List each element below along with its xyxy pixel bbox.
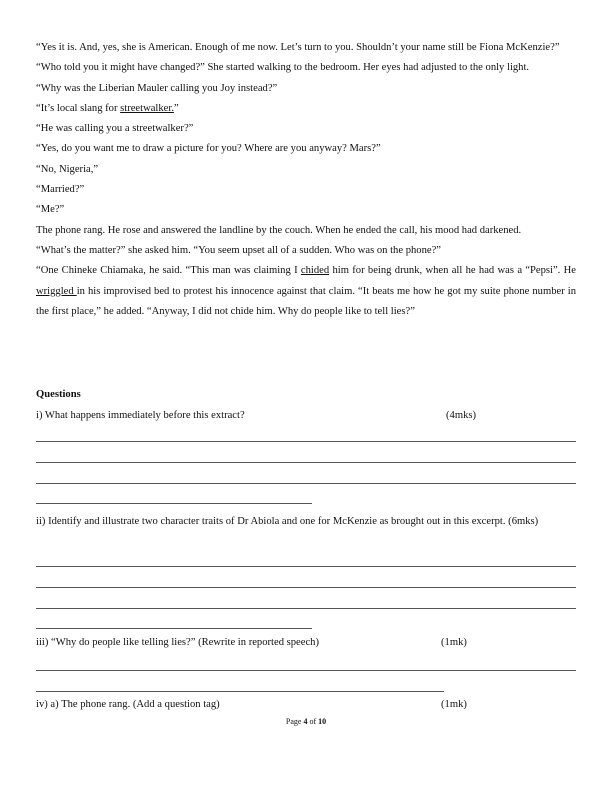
question-1-marks: (4mks)	[446, 410, 477, 421]
paragraph: “Married?”	[36, 184, 85, 196]
paragraph: The phone rang. He rose and answered the landline by the couch. When he ended the call, his mood had darkened.	[36, 224, 522, 236]
question-2-marks: (6mks)	[508, 516, 539, 527]
answer-line[interactable]	[36, 462, 576, 463]
answer-line[interactable]	[36, 670, 576, 671]
page-label: Page	[285, 717, 302, 726]
paragraph: “What’s the matter?” she asked him. “You seem upset all of a sudden. Who was on the phone?”	[36, 244, 442, 256]
text: ”	[173, 102, 179, 114]
underlined-word: chided	[300, 265, 330, 277]
answer-line[interactable]	[36, 441, 576, 442]
question-1: i) What happens immediately before this extract?	[36, 410, 245, 421]
paragraph: “Yes, do you want me to draw a picture for you? Where are you anyway? Mars?”	[36, 143, 381, 155]
answer-line[interactable]	[36, 503, 312, 504]
paragraph: “Me?”	[36, 204, 65, 216]
question-2-text: ii) Identify and illustrate two character traits of Dr Abiola and one for McKenzie as brought out in this excerpt.	[36, 516, 506, 527]
question-2	[36, 511, 576, 533]
answer-line[interactable]	[36, 628, 312, 629]
question-3-marks: (1mk)	[441, 637, 467, 648]
text: in his improvised bed to protest his innocence against that claim. “It beats me how he got my suite phone number in the first place,” he added. “Anyway, I did not chide him. Why do people like to tell lies?”	[36, 285, 576, 317]
answer-line[interactable]	[36, 608, 576, 609]
paragraph	[36, 261, 576, 322]
paragraph: “No, Nigeria,”	[36, 163, 99, 175]
text: “One Chineke Chiamaka, he said. “This man was claiming I	[36, 265, 301, 277]
paragraph: “Yes it is. And, yes, she is American. Enough of me now. Let’s turn to you. Shouldn’t your name still be Fiona McKenzie?”	[36, 42, 560, 53]
underlined-word: streetwalker.	[120, 102, 174, 114]
page-total: 10	[318, 717, 327, 726]
answer-line[interactable]	[36, 691, 444, 692]
passage	[36, 38, 576, 322]
of-label: of	[309, 717, 317, 726]
underlined-word: wriggled	[36, 285, 77, 297]
text: him for being drunk, when all he had was a “Pepsi”. He	[329, 265, 576, 277]
question-3: iii) “Why do people like telling lies?” (Rewrite in reported speech)	[36, 637, 319, 648]
question-4-marks: (1mk)	[441, 699, 467, 710]
text: “It’s local slang for	[36, 102, 121, 114]
page-number: 4	[303, 717, 308, 726]
question-4: iv) a) The phone rang. (Add a question tag)	[36, 699, 220, 710]
questions-heading: Questions	[36, 389, 81, 400]
paragraph: “Who told you it might have changed?” She started walking to the bedroom. Her eyes had adjusted to the only light.	[36, 62, 530, 74]
paragraph: “Why was the Liberian Mauler calling you Joy instead?”	[36, 82, 278, 94]
page-footer	[0, 717, 612, 726]
answer-line[interactable]	[36, 587, 576, 588]
paragraph: “He was calling you a streetwalker?”	[36, 123, 194, 135]
answer-line[interactable]	[36, 566, 576, 567]
paragraph	[36, 99, 576, 119]
answer-line[interactable]	[36, 483, 576, 484]
